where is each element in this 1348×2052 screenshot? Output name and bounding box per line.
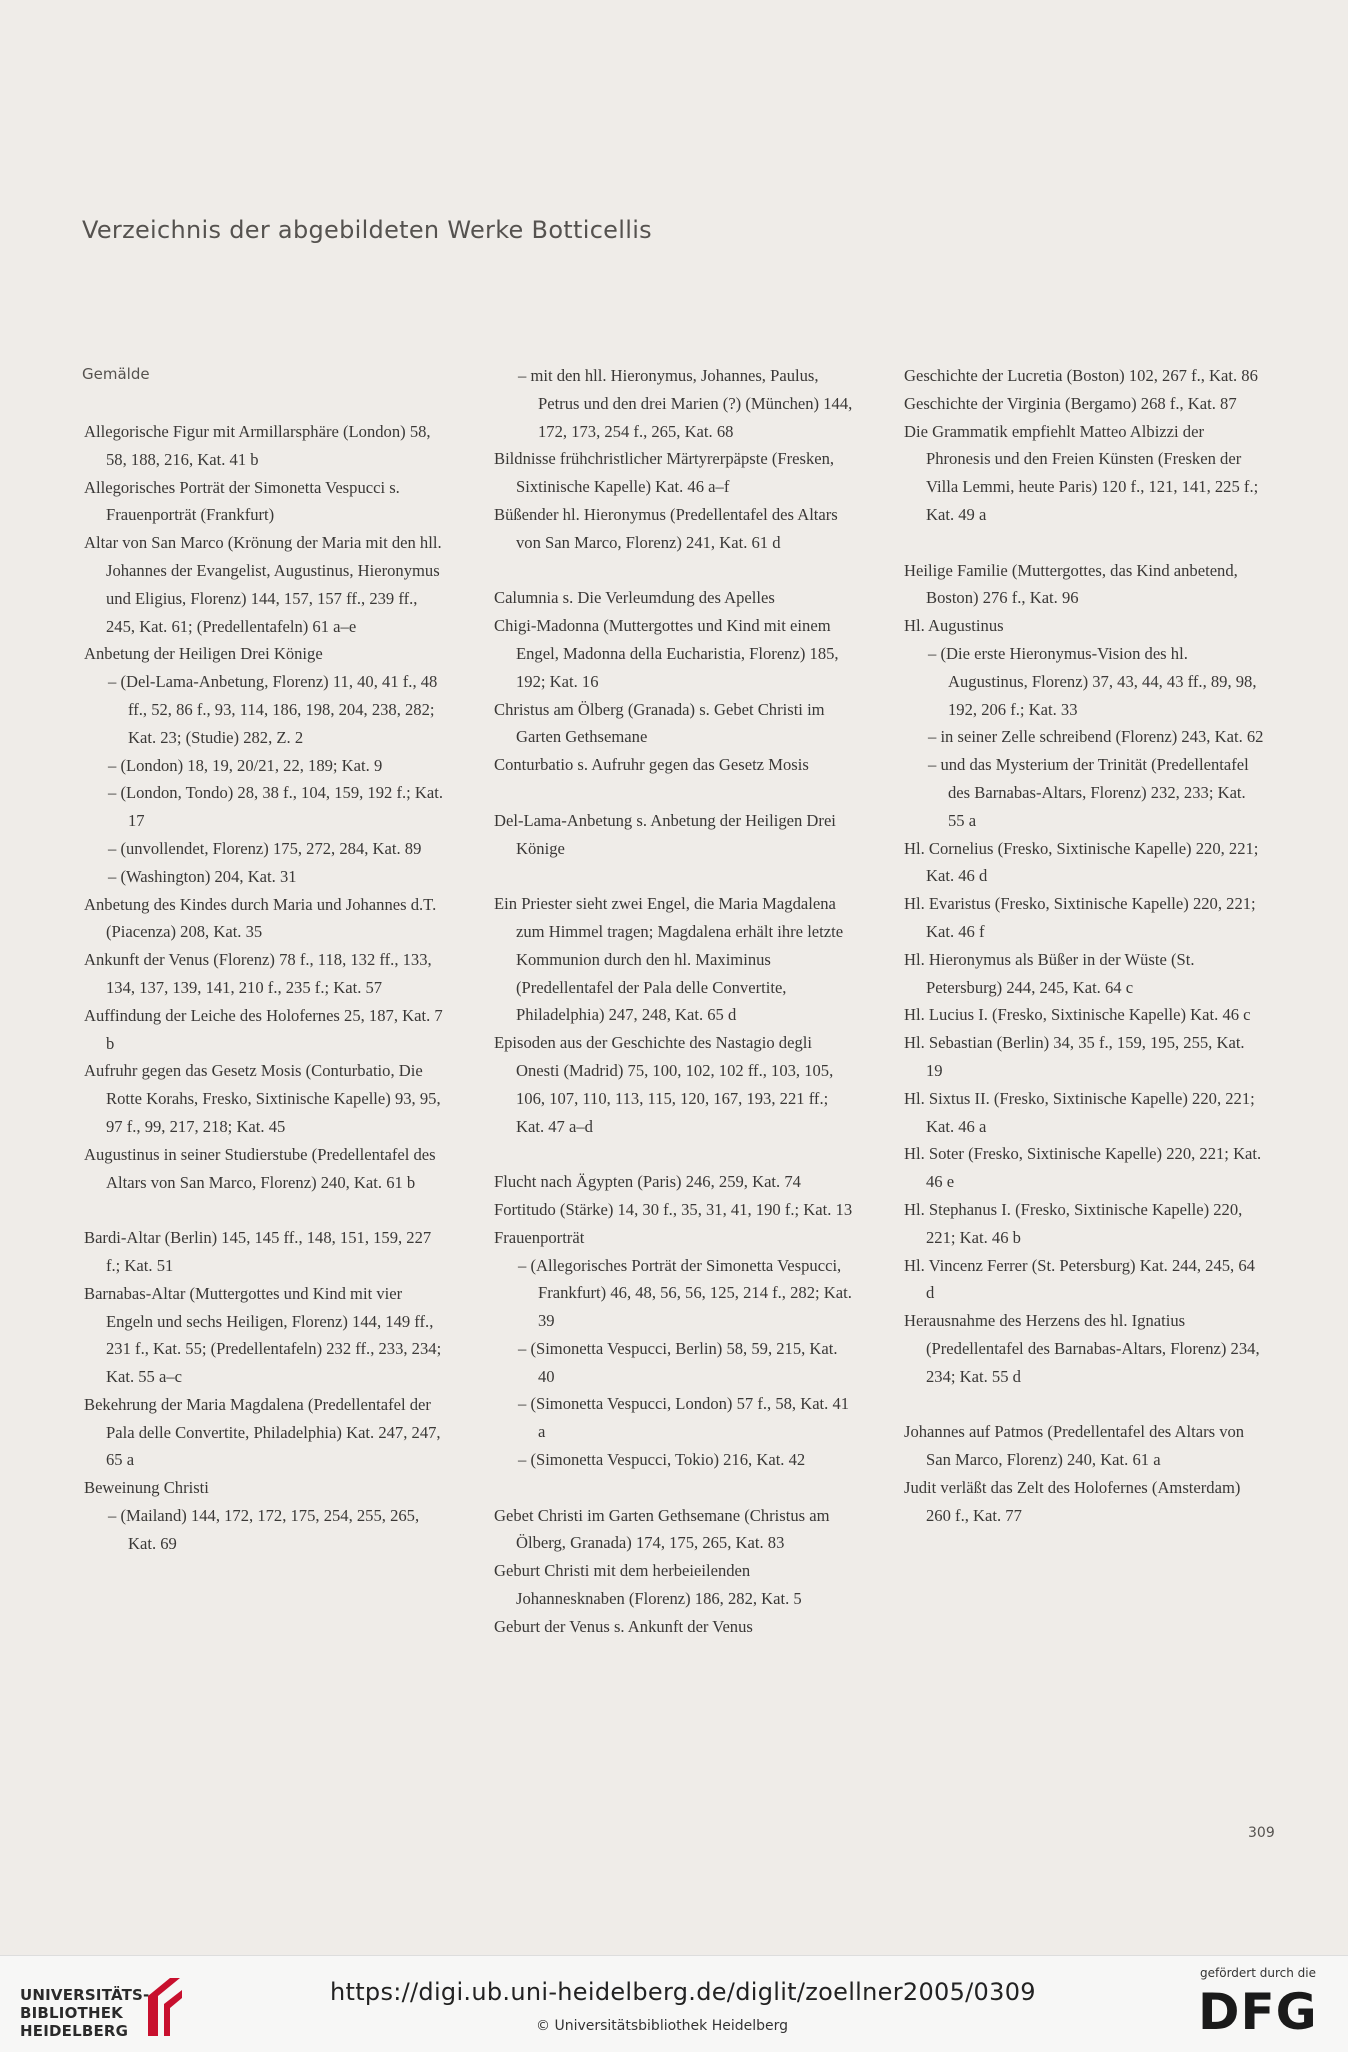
index-entry: Geschichte der Virginia (Bergamo) 268 f., Kat. 87 [904, 393, 1237, 413]
dfg-logo[interactable]: DFG [1198, 1983, 1318, 2041]
library-line-1: UNIVERSITÄTS- [20, 1986, 150, 2004]
index-entry: Allegorische Figur mit Armillarsphäre (London) 58, 58, 188, 216, Kat. 41 b [84, 422, 431, 469]
spacer [494, 862, 854, 890]
index-entry: Hl. Stephanus I. (Fresko, Sixtinische Kapelle) 220, 221; Kat. 46 b [904, 1199, 1243, 1247]
index-entry: Frauenporträt [494, 1227, 585, 1247]
index-entry: Beweinung Christi [84, 1478, 209, 1498]
index-entry: Ankunft der Venus (Florenz) 78 f., 118, 132 ff., 133, 134, 137, 139, 141, 210 f., 235 f.; Kat. 57 [84, 950, 432, 997]
index-subentry: – (Del-Lama-Anbetung, Florenz) 11, 40, 41 f., 48 ff., 52, 86 f., 93, 114, 186, 198, 204, 238, 282; Kat. 23; (Studie) 282, Z. 2 [108, 672, 438, 747]
index-entry: Die Grammatik empfiehlt Matteo Albizzi der Phronesis und den Freien Künsten (Fresken der Villa Lemmi, heute Paris) 120 f., 121, 141, 225 f.; Kat. 49 a [904, 421, 1259, 524]
index-subentry: – (Mailand) 144, 172, 172, 175, 254, 255, 265, Kat. 69 [108, 1506, 420, 1553]
index-subentry: – (Washington) 204, Kat. 31 [108, 866, 297, 886]
index-column-3 [904, 362, 1264, 1529]
section-heading: Gemälde [82, 365, 150, 383]
index-entry: Augustinus in seiner Studierstube (Predellentafel des Altars von San Marco, Florenz) 240, Kat. 61 b [84, 1144, 436, 1192]
library-line-2: BIBLIOTHEK [20, 2004, 123, 2022]
index-subentry: – (Simonetta Vespucci, Berlin) 58, 59, 215, Kat. 40 [518, 1338, 838, 1386]
index-entry: Chigi-Madonna (Muttergottes und Kind mit einem Engel, Madonna della Eucharistia, Florenz) 185, 192; Kat. 16 [494, 616, 839, 691]
index-subentry: – (Simonetta Vespucci, Tokio) 216, Kat. 42 [518, 1450, 806, 1470]
index-column-2 [494, 362, 854, 1641]
spacer [494, 557, 854, 585]
spacer [904, 529, 1264, 557]
index-entry: Hl. Cornelius (Fresko, Sixtinische Kapelle) 220, 221; Kat. 46 d [904, 838, 1259, 886]
index-entry: Hl. Sixtus II. (Fresko, Sixtinische Kapelle) 220, 221; Kat. 46 a [904, 1088, 1255, 1136]
index-entry: Geburt Christi mit dem herbeieilenden Johannesknaben (Florenz) 186, 282, Kat. 5 [494, 1561, 802, 1609]
spacer [494, 1474, 854, 1502]
index-entry: Anbetung des Kindes durch Maria und Johannes d.T. (Piacenza) 208, Kat. 35 [84, 894, 437, 942]
spacer [494, 779, 854, 807]
index-subentry: – (Allegorisches Porträt der Simonetta Vespucci, Frankfurt) 46, 48, 56, 56, 125, 214 f., 282; Kat. 39 [518, 1255, 852, 1331]
library-logo[interactable] [20, 1986, 149, 2040]
index-subentry: – (Die erste Hieronymus-Vision des hl. Augustinus, Florenz) 37, 43, 44, 43 ff., 89, 98, 192, 206 f.; Kat. 33 [928, 643, 1257, 719]
index-entry: Bildnisse frühchristlicher Märtyrerpäpste (Fresken, Sixtinische Kapelle) Kat. 46 a–f [494, 449, 835, 497]
index-entry: Aufruhr gegen das Gesetz Mosis (Conturbatio, Die Rotte Korahs, Fresko, Sixtinische Kapelle) 93, 95, 97 f., 99, 217, 218; Kat. 45 [84, 1061, 441, 1136]
index-entry: Hl. Vincenz Ferrer (St. Petersburg) Kat. 244, 245, 64 d [904, 1255, 1255, 1303]
index-entry: Judit verläßt das Zelt des Holofernes (Amsterdam) 260 f., Kat. 77 [904, 1477, 1241, 1525]
index-entry: Conturbatio s. Aufruhr gegen das Gesetz Mosis [494, 755, 809, 775]
index-column-1 [84, 418, 444, 1558]
index-entry: Flucht nach Ägypten (Paris) 246, 259, Kat. 74 [494, 1172, 801, 1192]
permalink-url[interactable]: https://digi.ub.uni-heidelberg.de/diglit/zoellner2005/0309 [330, 1978, 1036, 2006]
copyright-notice: © Universitätsbibliothek Heidelberg [536, 2018, 789, 2034]
index-subentry: – (London) 18, 19, 20/21, 22, 189; Kat. 9 [108, 755, 383, 775]
index-entry: Ein Priester sieht zwei Engel, die Maria Magdalena zum Himmel tragen; Magdalena erhält ihre letzte Kommunion durch den hl. Maximinus (Predellentafel der Pala delle Convertite, Philadelphia) 247, 248, Kat. 65 d [494, 894, 844, 1025]
library-logo-icon [140, 1974, 186, 2040]
index-entry: Fortitudo (Stärke) 14, 30 f., 35, 31, 41, 190 f.; Kat. 13 [494, 1199, 853, 1219]
index-entry: Calumnia s. Die Verleumdung des Apelles [494, 588, 775, 608]
funding-label: gefördert durch die [1200, 1966, 1316, 1980]
index-entry: Allegorisches Porträt der Simonetta Vespucci s. Frauenporträt (Frankfurt) [84, 477, 400, 525]
index-entry: Hl. Sebastian (Berlin) 34, 35 f., 159, 195, 255, Kat. 19 [904, 1033, 1245, 1080]
index-subentry: – in seiner Zelle schreibend (Florenz) 243, Kat. 62 [928, 727, 1264, 747]
index-entry: Gebet Christi im Garten Gethsemane (Christus am Ölberg, Granada) 174, 175, 265, Kat. 83 [494, 1505, 830, 1553]
index-subentry: – (Simonetta Vespucci, London) 57 f., 58, Kat. 41 a [518, 1394, 850, 1442]
index-entry: Hl. Augustinus [904, 616, 1004, 636]
index-entry: Barnabas-Altar (Muttergottes und Kind mit vier Engeln und sechs Heiligen, Florenz) 144, 149 ff., 231 f., Kat. 55; (Predellentafeln) 232 ff., 233, 234; Kat. 55 a–c [84, 1283, 442, 1387]
index-entry: Bardi-Altar (Berlin) 145, 145 ff., 148, 151, 159, 227 f.; Kat. 51 [84, 1228, 432, 1275]
page-title: Verzeichnis der abgebildeten Werke Botticellis [82, 216, 652, 244]
index-entry: Del-Lama-Anbetung s. Anbetung der Heiligen Drei Könige [494, 810, 836, 858]
spacer [904, 1390, 1264, 1418]
index-entry: Episoden aus der Geschichte des Nastagio degli Onesti (Madrid) 75, 100, 102, 102 ff., 103, 105, 106, 107, 110, 113, 115, 120, 167, 193, 221 ff.; Kat. 47 a–d [494, 1033, 834, 1136]
index-subentry: – (unvollendet, Florenz) 175, 272, 284, Kat. 89 [108, 838, 422, 858]
index-entry: Bekehrung der Maria Magdalena (Predellentafel der Pala delle Convertite, Philadelphia) Kat. 247, 247, 65 a [84, 1394, 441, 1470]
index-entry: Johannes auf Patmos (Predellentafel des Altars von San Marco, Florenz) 240, Kat. 61 a [904, 1422, 1245, 1470]
index-subentry: – und das Mysterium der Trinität (Predellentafel des Barnabas-Altars, Florenz) 232, 233; Kat. 55 a [928, 755, 1249, 830]
library-line-3: HEIDELBERG [20, 2022, 129, 2040]
index-entry: Heilige Familie (Muttergottes, das Kind anbetend, Boston) 276 f., Kat. 96 [904, 560, 1238, 608]
index-entry: Auffindung der Leiche des Holofernes 25, 187, Kat. 7 b [84, 1005, 443, 1053]
index-entry: Hl. Evaristus (Fresko, Sixtinische Kapelle) 220, 221; Kat. 46 f [904, 894, 1256, 941]
index-entry: Altar von San Marco (Krönung der Maria mit den hll. Johannes der Evangelist, Augustinus, Hieronymus und Eligius, Florenz) 144, 157, 157 ff., 239 ff., 245, Kat. 61; (Predellentafeln) 61 a–e [84, 533, 442, 636]
spacer [494, 1140, 854, 1168]
page-number: 309 [1248, 1825, 1275, 1841]
index-entry: Geschichte der Lucretia (Boston) 102, 267 f., Kat. 86 [904, 366, 1258, 385]
index-entry: Anbetung der Heiligen Drei Könige [84, 644, 323, 664]
index-subentry: – (London, Tondo) 28, 38 f., 104, 159, 192 f.; Kat. 17 [108, 783, 443, 831]
index-entry: Hl. Hieronymus als Büßer in der Wüste (St. Petersburg) 244, 245, Kat. 64 c [904, 949, 1195, 997]
index-entry: Büßender hl. Hieronymus (Predellentafel des Altars von San Marco, Florenz) 241, Kat. 61 d [494, 504, 838, 552]
viewer-footer [0, 1955, 1348, 2052]
index-entry: Hl. Soter (Fresko, Sixtinische Kapelle) 220, 221; Kat. 46 e [904, 1144, 1262, 1192]
index-entry: Geburt der Venus s. Ankunft der Venus [494, 1616, 753, 1636]
index-entry: Christus am Ölberg (Granada) s. Gebet Christi im Garten Gethsemane [494, 699, 825, 747]
index-entry: Herausnahme des Herzens des hl. Ignatius (Predellentafel des Barnabas-Altars, Florenz) 234, 234; Kat. 55 d [904, 1311, 1260, 1386]
index-subentry: – mit den hll. Hieronymus, Johannes, Paulus, Petrus und den drei Marien (?) (München) 144, 172, 173, 254 f., 265, Kat. 68 [518, 366, 853, 441]
spacer [84, 1196, 444, 1224]
index-entry: Hl. Lucius I. (Fresko, Sixtinische Kapelle) Kat. 46 c [904, 1005, 1251, 1025]
